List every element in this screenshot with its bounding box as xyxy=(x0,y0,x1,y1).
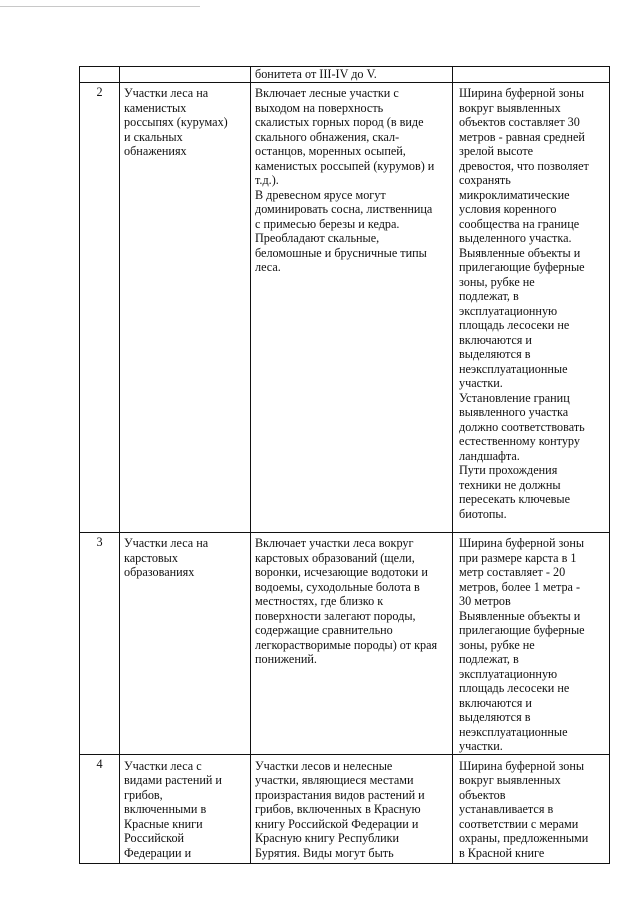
description-text: бонитета от III-IV до V. xyxy=(255,67,377,81)
table-row xyxy=(80,533,610,755)
habitat-description: Включает лесные участки с выходом на поверхность скалистых горных пород (в виде скального обнажения, скал- останцов, моренных осыпей, каменистых россыпей (курумов) и т.д.). В древесном ярусе могут доминировать сосна, лиственница с примесью березы и кедра. Преобладают скальные, беломошные и брусничные типы леса. xyxy=(255,86,435,274)
buffer-zone-rule: Ширина буферной зоны вокруг выявленных объектов устанавливается в соответствии с мерами охраны, предложенными в Красной книге xyxy=(459,758,589,860)
cell-description xyxy=(251,754,453,863)
cell-name xyxy=(120,67,251,83)
table-row-continuation xyxy=(80,67,610,83)
table-row xyxy=(80,83,610,533)
cell-buffer-rule xyxy=(453,83,610,533)
cell-name xyxy=(120,83,251,533)
cell-buffer-rule xyxy=(453,67,610,83)
cell-number xyxy=(80,67,120,83)
row-number: 2 xyxy=(96,85,103,99)
cell-name xyxy=(120,754,251,863)
buffer-zone-rule: Ширина буферной зоны при размере карста в 1 метр составляет - 20 метров, более 1 метра - 30 метров Выявленные объекты и прилегающие буферные зоны, рубке не подлежат, в эксплуатационную площадь лесосеки не включаются и выделяются в неэксплуатационные участки. xyxy=(459,536,585,753)
cell-buffer-rule xyxy=(453,754,610,863)
cell-description xyxy=(251,83,453,533)
row-number: 4 xyxy=(96,756,103,771)
row-number: 3 xyxy=(96,535,103,549)
habitat-name: Участки леса на каменистых россыпях (курумах) и скальных обнажениях xyxy=(124,86,228,158)
habitat-name: Участки леса на карстовых образованиях xyxy=(124,536,209,579)
table-row xyxy=(80,754,610,863)
cell-number xyxy=(80,754,120,863)
protected-habitats-table xyxy=(79,66,610,864)
habitat-description: Участки лесов и нелесные участки, являющиеся местами произрастания видов растений и грибов, включенных в Красную книгу Российской Федерации и Красную книгу Республики Бурятия. Виды могут быть xyxy=(255,758,425,860)
habitat-description: Включает участки леса вокруг карстовых образований (щели, воронки, исчезающие водотоки и водоемы, суходольные болота в местностях, где близко к поверхности залегают породы, содержащие сравнительно легкорастворимые породы) от края понижений. xyxy=(255,536,438,666)
buffer-zone-rule: Ширина буферной зоны вокруг выявленных объектов составляет 30 метров - равная средней зрелой высоте древостоя, что позволяет сохранять микроклиматические условия коренного сообщества на границе выделенного участка. Выявленные объекты и прилегающие буферные зоны, рубке не подлежат, в эксплуатационную площадь лесосеки не включаются и выделяются в неэксплуатационные участки. Установление границ выявленного участка должно соответствовать естественному контуру ландшафта. Пути прохождения техники не должны пересекать ключевые биотопы. xyxy=(459,86,589,521)
cell-description xyxy=(251,533,453,755)
scan-top-edge-line xyxy=(0,6,200,7)
cell-name xyxy=(120,533,251,755)
habitat-name: Участки леса с видами растений и грибов, включенными в Красные книги Российской Федерации и xyxy=(124,758,222,860)
cell-number xyxy=(80,83,120,533)
cell-number xyxy=(80,533,120,755)
cell-description xyxy=(251,67,453,83)
cell-buffer-rule xyxy=(453,533,610,755)
